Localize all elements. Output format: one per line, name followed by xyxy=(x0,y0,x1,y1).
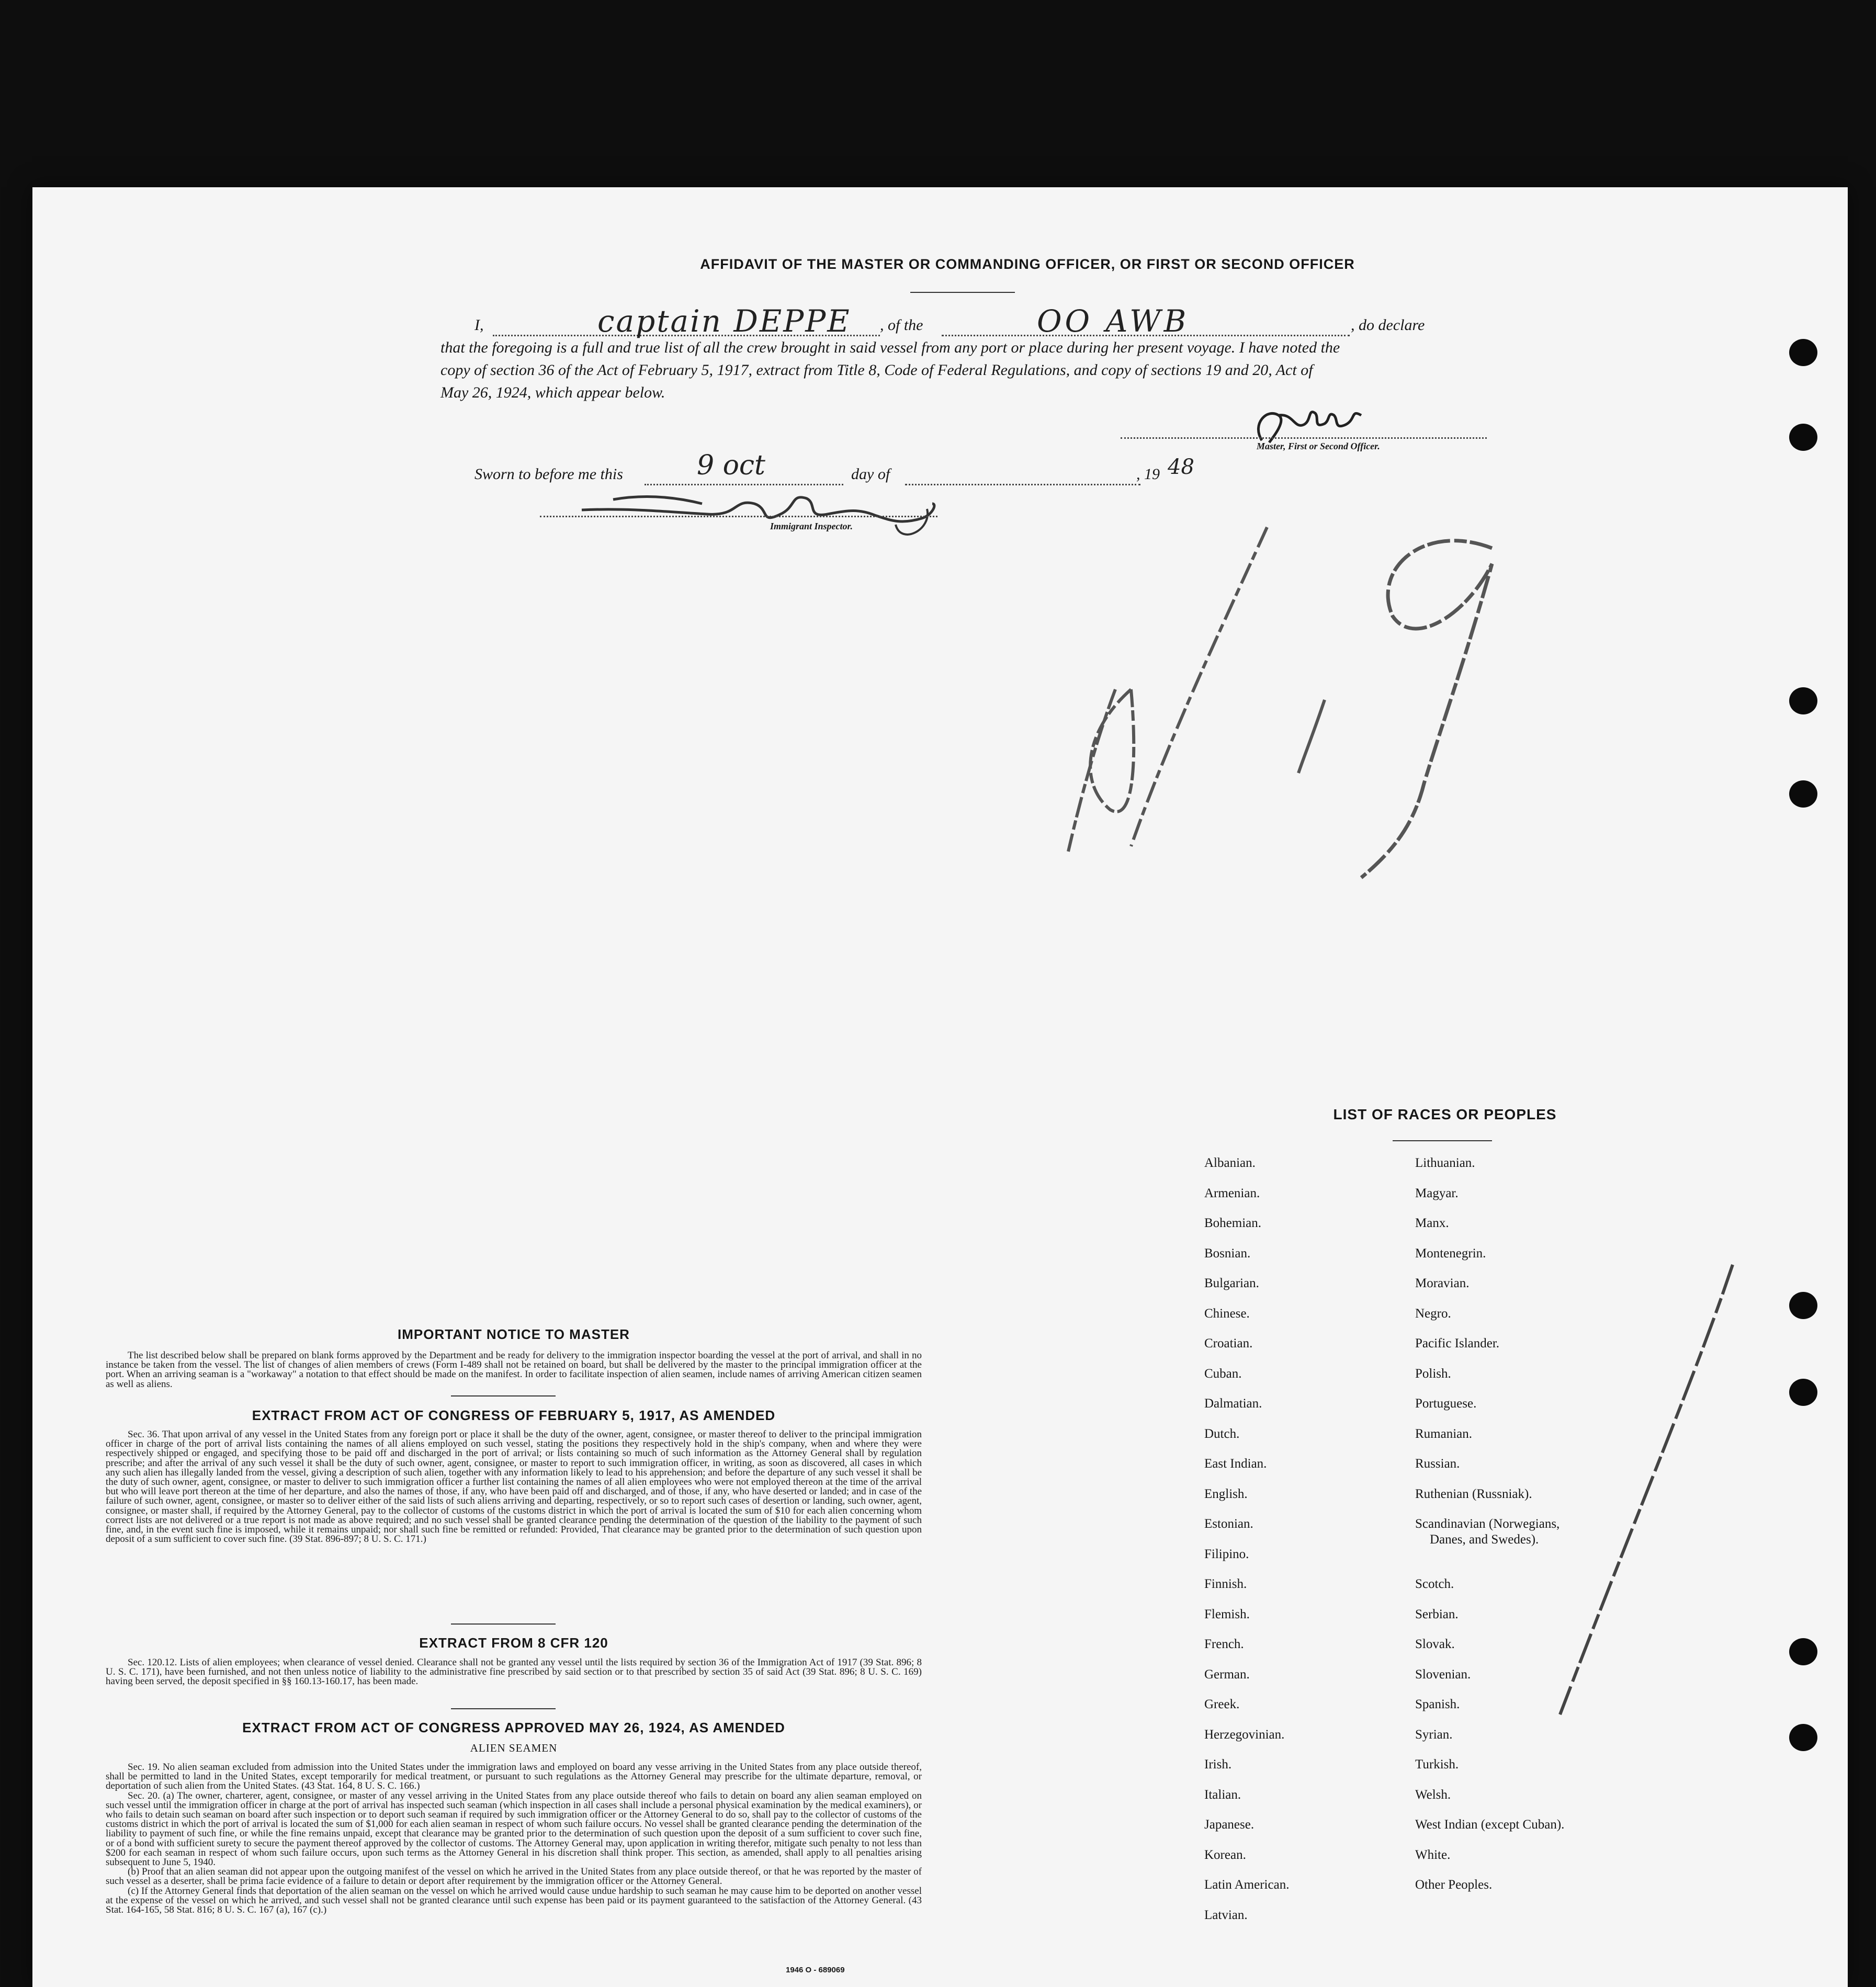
extract-1917-block xyxy=(106,1430,922,1544)
race-item: Irish. xyxy=(1204,1757,1232,1772)
race-item: Danes, and Swedes). xyxy=(1430,1532,1539,1547)
race-item: Scotch. xyxy=(1415,1577,1454,1591)
race-item: Finnish. xyxy=(1204,1577,1247,1591)
notice-text: The list described below shall be prepared on blank forms approved by the Department and be ready for delivery to the immigration inspector boarding the vessel at the port of arrival, and shall in no instance be taken from the vessel. The list of changes of alien members of crews (Form I-489 shall not be retained on board, but shall be delivered by the master to the principal immigration officer at the port. When an arriving seaman is a "workaway" a notation to that effect should be made on the manifest. In order to facilitate inspection of alien seamen, include names of arriving American citizen seamen as well as aliens. xyxy=(106,1350,922,1390)
race-item: Scandinavian (Norwegians, xyxy=(1415,1517,1560,1531)
race-item: Flemish. xyxy=(1204,1607,1250,1621)
race-item: Japanese. xyxy=(1204,1818,1255,1832)
extract-1924-sec19: Sec. 19. No alien seaman excluded from admission into the United States under the immigration laws and employed on board any vesse arriving in the United States from any place outside thereof, shall be permitted to land in the United States, except temporarily for medical treatment, or pursuant to such regulations as the Attorney General may prescribe for the ultimate departure, removal, or deportation of such alien from the United States. (43 Stat. 164, 8 U. S. C. 166.) xyxy=(106,1762,922,1792)
race-item: Latin American. xyxy=(1204,1878,1290,1892)
race-item: Korean. xyxy=(1204,1847,1246,1862)
race-item: Slovenian. xyxy=(1415,1667,1471,1682)
races-divider xyxy=(1393,1140,1492,1141)
binder-hole xyxy=(1789,1292,1817,1319)
race-item: Bulgarian. xyxy=(1204,1276,1259,1290)
day-of-label: day of xyxy=(851,465,890,483)
binder-hole xyxy=(1789,1638,1817,1665)
inspector-caption: Immigrant Inspector. xyxy=(770,521,853,531)
affidavit-line-2: that the foregoing is a full and true list of all the crew brought in said vessel from any port or place during her present voyage. I have noted the xyxy=(440,339,1340,356)
master-caption: Master, First or Second Officer. xyxy=(1257,441,1380,451)
month-line xyxy=(905,484,1140,485)
notice-divider xyxy=(451,1395,556,1396)
race-item: Slovak. xyxy=(1415,1637,1455,1651)
pencil-check-mark xyxy=(1539,1244,1759,1746)
race-item: Italian. xyxy=(1204,1787,1241,1802)
extract-1917-divider xyxy=(451,1623,556,1625)
binder-hole xyxy=(1789,1724,1817,1751)
race-item: Russian. xyxy=(1415,1457,1460,1471)
race-item: Latvian. xyxy=(1204,1907,1248,1922)
race-item: West Indian (except Cuban). xyxy=(1415,1818,1565,1832)
race-item: Syrian. xyxy=(1415,1727,1453,1742)
extract-1924-sec20a: Sec. 20. (a) The owner, charterer, agent, consignee, or master of any vessel arriving in the United States from any place outside thereof who fails to detain on board any alien seaman employed on such vessel until the immigration officer in charge at the port of arrival has inspected such seaman (which inspection in all cases shall include a personal physical examination by the medical examiners), or who fails to detain such seaman on board after such inspection or to deport such seaman if required by such immigration officer or the Attorney General to do so, shall pay to the collector of customs of the customs district in which the port of arrival is located the sum of $1,000 for each alien seaman in respect of whom such failure occurs. No vessel shall be granted clearance pending the determination of the liability to payment of such fine, or while the fine remains unpaid, except that clearance may be granted prior to the determination of such question upon the deposit of a sum sufficient to cover such fine, or of a bond with sufficient surety to secure the payment thereof approved by the collector of customs. The Attorney General may, upon application in writing therefor, mitigate such penalty to not less than $200 for each seaman in respect of whom such failure occurs, upon such terms as the Attorney General in his discretion shall think proper. This section, as amended, shall apply to all penalties arising subsequent to June 5, 1940. xyxy=(106,1790,922,1868)
race-item: Armenian. xyxy=(1204,1186,1260,1200)
title-underline xyxy=(910,292,1015,293)
race-item: German. xyxy=(1204,1667,1250,1682)
binder-hole xyxy=(1789,687,1817,714)
race-item: Serbian. xyxy=(1415,1607,1459,1621)
extract-1924-block xyxy=(106,1763,922,1915)
officer-name-handwriting: captain DEPPE xyxy=(597,303,851,339)
race-item: Dutch. xyxy=(1204,1426,1240,1441)
extract-1924-title: EXTRACT FROM ACT OF CONGRESS APPROVED MAY 26, 1924, AS AMENDED xyxy=(242,1720,785,1735)
race-item: Chinese. xyxy=(1204,1306,1250,1321)
extract-cfr-title: EXTRACT FROM 8 CFR 120 xyxy=(419,1635,608,1651)
race-item: Moravian. xyxy=(1415,1276,1470,1290)
extract-1917-text: Sec. 36. That upon arrival of any vessel in the United States from any foreign port or place it shall be the duty of the owner, agent, consignee, or master thereof to deliver to the principal immigration officer in charge of the port of arrival lists containing the names of all aliens employed on such vessel, stating the positions they respectively hold in the ship's company, when and where they were respectively shipped or engaged, and specifying those to be paid off and discharged in the port of arrival; or lists containing so much of such information as the Attorney General shall by regulation prescribe; and after the arrival of any such vessel it shall be the duty of such owner, agent, consignee, or master to report to such immigration officer, in writing, as soon as discovered, all cases in which any such alien has illegally landed from the vessel, giving a description of such alien, together with any information likely to lead to his apprehension; and before the departure of any such vessel it shall be the duty of such owner, agent, consignee, or master to deliver to such immigration officer a further list containing the names of all alien employees who were not employed thereon at the time of the arrival but who will leave port thereon at the time of her departure, and also the names of those, if any, who have been paid off and discharged, and of those, if any, who have deserted or landed; and in case of the failure of such owner, agent, consignee, or master so to deliver either of the said lists of such aliens arriving and departing, respectively, or so to report such cases of desertion or landing, such owner, agent, consignee, or master shall, if required by the Attorney General, pay to the collector of customs of the customs district in which the port of arrival is located the sum of $10 for each alien concerning whom correct lists are not delivered or a true report is not made as above required; and no such vessel shall be granted clearance pending the determination of the question of the liability to the payment of such fine, and, in the event such fine is imposed, while it remains unpaid; nor shall such fine be remitted or refunded: Provided, That clearance may be granted prior to the determination of such question upon deposit of a sum sufficient to cover such fine. (39 Stat. 896-897; 8 U. S. C. 171.) xyxy=(106,1429,922,1545)
sworn-date-handwriting: 9 oct xyxy=(697,450,765,481)
do-declare-label: , do declare xyxy=(1351,316,1425,334)
document-page xyxy=(32,187,1848,1987)
race-item: Lithuanian. xyxy=(1415,1156,1475,1170)
i-label: I, xyxy=(474,316,484,334)
affidavit-title: AFFIDAVIT OF THE MASTER OR COMMANDING OFFICER, OR FIRST OR SECOND OFFICER xyxy=(700,256,1355,272)
race-item: Manx. xyxy=(1415,1216,1449,1230)
race-item: East Indian. xyxy=(1204,1457,1267,1471)
binder-hole xyxy=(1789,424,1817,451)
extract-cfr-text: Sec. 120.12. Lists of alien employees; when clearance of vessel denied. Clearance shall not be granted any vessel until the lists required by section 36 of the Immigration Act of 1917 (39 Stat. 896; 8 U. S. C. 171), have been furnished, and not then unless notice of liability to the administrative fine prescribed by said section or to that prescribed by section 35 of said Act (39 Stat. 896; 8 U. S. C. 169) having been served, the deposit specified in §§ 160.13-160.17, has been made. xyxy=(106,1657,922,1687)
extract-cfr-block xyxy=(106,1658,922,1687)
race-item: Greek. xyxy=(1204,1697,1240,1711)
affidavit-line-4: May 26, 1924, which appear below. xyxy=(440,384,665,401)
inspector-signature-line xyxy=(540,516,937,517)
race-item: Dalmatian. xyxy=(1204,1396,1262,1411)
of-the-label: , of the xyxy=(880,316,923,334)
race-item: Ruthenian (Russniak). xyxy=(1415,1486,1532,1501)
print-code: 1946 O - 689069 xyxy=(786,1966,845,1974)
race-item: French. xyxy=(1204,1637,1244,1651)
race-item: Filipino. xyxy=(1204,1547,1249,1561)
races-column-1 xyxy=(1204,1156,1289,1938)
race-item: Albanian. xyxy=(1204,1156,1256,1170)
race-item: Croatian. xyxy=(1204,1336,1253,1350)
race-item: Portuguese. xyxy=(1415,1396,1477,1411)
race-item: Montenegrin. xyxy=(1415,1246,1486,1261)
notice-title: IMPORTANT NOTICE TO MASTER xyxy=(398,1326,630,1342)
year-handwriting: 48 xyxy=(1168,455,1194,479)
inspector-signature xyxy=(535,488,964,551)
sworn-label: Sworn to before me this xyxy=(474,465,623,483)
extract-cfr-divider xyxy=(451,1708,556,1709)
master-signature-line xyxy=(1121,437,1487,439)
race-item: Rumanian. xyxy=(1415,1426,1473,1441)
binder-hole xyxy=(1789,1379,1817,1406)
race-item: Welsh. xyxy=(1415,1787,1451,1802)
extract-1924-sec20c: (c) If the Attorney General finds that deportation of the alien seaman on the vessel on which he arrived would cause undue hardship to such seaman he may cause him to be deported on another vessel at the expense of the vessel on which he arrived, and such vessel shall not be granted clearance until such expense has been paid or its payment guaranteed to the satisfaction of the Attorney General. (43 Stat. 164-165, 58 Stat. 816; 8 U. S. C. 167 (a), 167 (c).) xyxy=(106,1885,922,1916)
affidavit-line-3: copy of section 36 of the Act of February 5, 1917, extract from Title 8, Code of Federal Regulations, and copy of sections 19 and 20, Act of xyxy=(440,361,1313,379)
race-item: Bosnian. xyxy=(1204,1246,1251,1261)
extract-1924-sec20b: (b) Proof that an alien seaman did not appear upon the outgoing manifest of the vessel on which he arrived in the United States from any place outside thereof, or that he was reported by the master of such vessel as a deserter, shall be prima facie evidence of a failure to detain or deport after requirement by the immigration officer or the Attorney General. xyxy=(106,1866,922,1887)
race-item: Cuban. xyxy=(1204,1366,1242,1381)
race-item: White. xyxy=(1415,1847,1451,1862)
race-item: Other Peoples. xyxy=(1415,1878,1493,1892)
handwritten-date-annotation xyxy=(995,512,1644,888)
races-title: LIST OF RACES OR PEOPLES xyxy=(1333,1106,1557,1122)
binder-hole xyxy=(1789,780,1817,808)
race-item: Spanish. xyxy=(1415,1697,1460,1711)
sworn-date-line xyxy=(645,484,843,485)
race-item: Magyar. xyxy=(1415,1186,1459,1200)
race-item: Herzegovinian. xyxy=(1204,1727,1285,1742)
race-item: Pacific Islander. xyxy=(1415,1336,1500,1350)
race-item: Negro. xyxy=(1415,1306,1451,1321)
race-item: Polish. xyxy=(1415,1366,1451,1381)
race-item: English. xyxy=(1204,1486,1248,1501)
extract-1924-subtitle: ALIEN SEAMEN xyxy=(470,1742,558,1754)
race-item: Estonian. xyxy=(1204,1517,1253,1531)
binder-hole xyxy=(1789,339,1817,366)
year-prefix: , 19 xyxy=(1136,465,1160,483)
race-item: Bohemian. xyxy=(1204,1216,1262,1230)
race-item: Turkish. xyxy=(1415,1757,1459,1772)
notice-text-block xyxy=(106,1351,922,1389)
extract-1917-title: EXTRACT FROM ACT OF CONGRESS OF FEBRUARY 5, 1917, AS AMENDED xyxy=(252,1407,776,1423)
vessel-handwriting: OO AWB xyxy=(1037,303,1190,339)
